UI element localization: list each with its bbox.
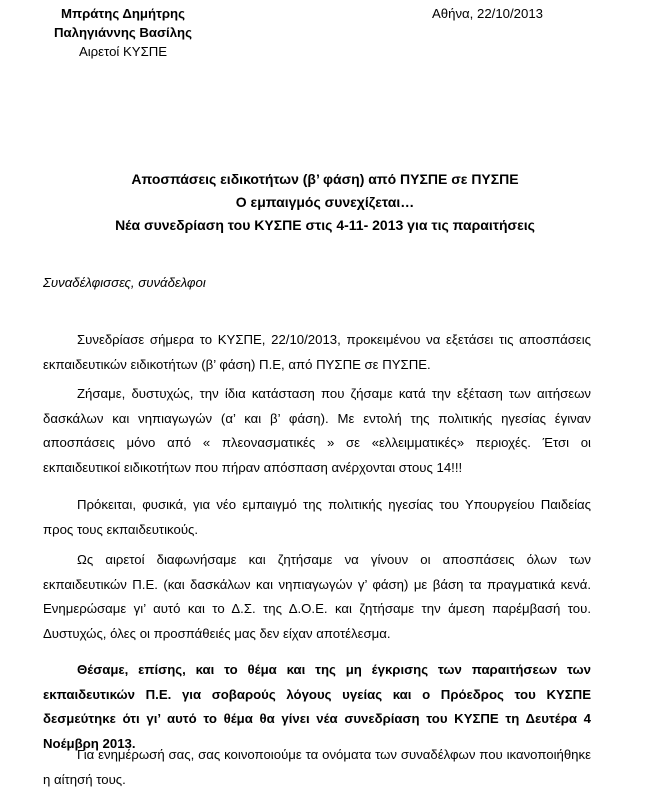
sender-name-2: Παληγιάννης Βασίλης — [54, 25, 192, 40]
paragraph-6: Για ενημέρωσή σας, σας κοινοποιούμε τα ονόματα των συναδέλφων που ικανοποιήθηκε η αίτησή τους. — [43, 747, 591, 787]
sender-name-1: Μπράτης Δημήτρης — [61, 6, 185, 21]
title-line-2: Ο εμπαιγμός συνεχίζεται… — [235, 194, 415, 210]
paragraph-4: Ως αιρετοί διαφωνήσαμε και ζητήσαμε να γίνουν οι αποσπάσεις όλων των εκπαιδευτικών Π.Ε. (και δασκάλων και νηπιαγωγών γ’ φάση) με βάση τα πραγματικά κενά. Ενημερώσαμε γι’ αυτό και το Δ.Σ. της Δ.Ο.Ε. και ζητήσαμε την άμεση παρέμβασή του. Δυστυχώς, όλες οι προσπάθειές μας δεν είχαν αποτέλεσμα. — [43, 552, 591, 641]
paragraph-5: Θέσαμε, επίσης, και το θέμα και της μη έγκρισης των παραιτήσεων των εκπαιδευτικών Π.Ε. για σοβαρούς λόγους υγείας και ο Πρόεδρος του ΚΥΣΠΕ δεσμεύτηκε ότι γι’ αυτό το θέμα θα γίνει νέα συνεδρίαση του ΚΥΣΠΕ τη Δευτέρα 4 Νοέμβρη 2013. — [43, 662, 591, 751]
paragraph-3: Πρόκειται, φυσικά, για νέο εμπαιγμό της πολιτικής ηγεσίας του Υπουργείου Παιδείας προς τους εκπαιδευτικούς. — [43, 497, 591, 537]
dateline: Αθήνα, 22/10/2013 — [432, 6, 544, 21]
title-line-3: Νέα συνεδρίαση του ΚΥΣΠΕ στις 4-11- 2013 για τις παραιτήσεις — [115, 217, 535, 233]
paragraph-2: Ζήσαμε, δυστυχώς, την ίδια κατάσταση που ζήσαμε κατά την εξέταση των αιτήσεων δασκάλων και νηπιαγωγών (α’ και β’ φάση). Με εντολή της πολιτικής ηγεσίας έγιναν αποσπάσεις μόνο από « πλεονασματικές » σε «ελλειμματικές» περιοχές. Έτσι οι εκπαιδευτικοί ειδικοτήτων που πήραν απόσπαση ανέρχονται στους 14!!! — [43, 386, 591, 475]
document-title — [40, 168, 610, 237]
sender-role: Αιρετοί ΚΥΣΠΕ — [78, 44, 168, 59]
salutation: Συναδέλφισσες, συνάδελφοι — [43, 275, 206, 290]
title-line-1: Αποσπάσεις ειδικοτήτων (β’ φάση) από ΠΥΣΠΕ σε ΠΥΣΠΕ — [131, 171, 519, 187]
paragraph-1: Συνεδρίασε σήμερα το ΚΥΣΠΕ, 22/10/2013, προκειμένου να εξετάσει τις αποσπάσεις εκπαιδευτικών ειδικοτήτων (β’ φάση) Π.Ε, από ΠΥΣΠΕ σε ΠΥΣΠΕ. — [43, 332, 591, 372]
sender-block — [38, 4, 208, 61]
